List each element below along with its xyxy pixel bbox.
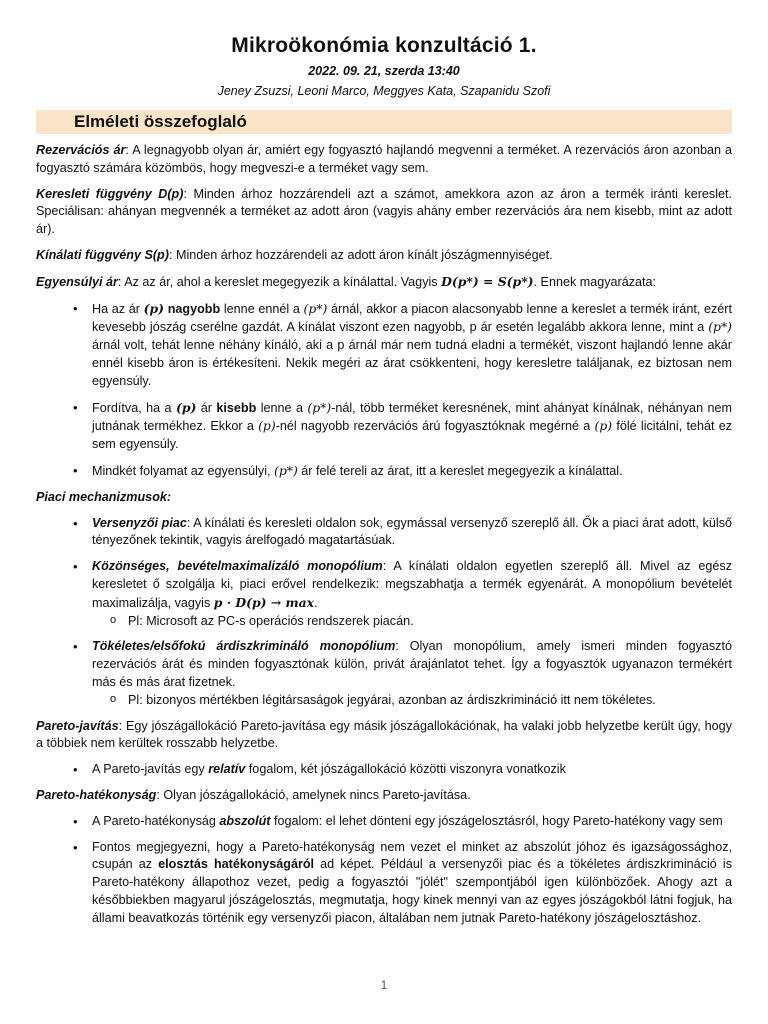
term-rezervacios-ar: Rezervációs ár	[36, 143, 126, 157]
list-item: • Ha az ár (p) nagyobb lenne ennél a (p*) árnál, akkor a piacon alacsonyabb lenne a kereslet a termék iránt, ezért kevesebb jószág cserélne gazdát. A kínálat viszont ezen nagyobb, p ár esetén legalább akkora lenne, mint a (p*) árnál volt, tehát lenne néhány kínáló, aki a p árnál már nem tudná eladni a termékét, viszont hajlandó lenne akár ennél kisebb áron is értékesíteni. Nekik megéri az árat csökkenteni, hogy keresletre találjanak, ez biztosan nem egyensúly.	[36, 300, 732, 391]
list-item: • Fordítva, ha a (p) ár kisebb lenne a (p*)-nál, több terméket keresnének, mint ahányat kínálnak, néhányan nem jutnának termékhez. Ekkor a (p)-nél nagyobb rezervációs árú fogyasztóknak megérné a (p) fölé licitálni, tehát ez sem egyensúly.	[36, 399, 732, 454]
heading-piaci-mechanizmusok: Piaci mechanizmusok:	[36, 489, 172, 504]
paragraph-pareto-javitas: Pareto-javítás: Egy jószágallokáció Pareto-javítása egy másik jószágallokációnak, ha valaki jobb helyzetbe került úgy, hogy a többiek nem kerültek rosszabb helyzetbe.	[36, 718, 732, 751]
list-item: • Fontos megjegyezni, hogy a Pareto-hatékonyság nem vezet el minket az abszolút jóhoz és igazságossághoz, csupán az elosztás hatékonyságáról ad képet. Például a versenyzői piac és a tökéletes árdiszkrimináció is Pareto-hatékony állapothoz vezet, pedig a fogyasztói "jólét" szempontjából igen különbözőek. Ahogy azt a későbbiekben magyarul jószágelosztás, megmutatja, hogy kinek mennyi van az egyes jószágokból látni fogjuk, ha állami beavatkozás történik egy versenyzői piacon, általában nem jutnak Pareto-hatékony jószágelosztáshoz.	[36, 839, 732, 928]
paragraph-kinalati-fuggveny: Kínálati függvény S(p): Minden árhoz hozzárendeli az adott áron kínált jószágmennyiséget.	[36, 247, 553, 262]
page-title: Mikroökonómia konzultáció 1.	[231, 34, 537, 57]
pareto-hatekonysag-list	[36, 813, 732, 928]
term-kinalati-fuggveny: Kínálati függvény S(p)	[36, 247, 169, 262]
example-item: o Pl: bizonyos mértékben légitársaságok jegyárai, azonban az árdiszkrimináció itt nem tökéletes.	[36, 692, 732, 710]
document-page	[36, 34, 732, 935]
paragraph-keresleti-fuggveny: Keresleti függvény D(p): Minden árhoz hozzárendeli azt a számot, amekkora azon az áron a termék iránti kereslet. Speciálisan: ahányan megvennék a terméket az adott áron (vagyis ahány ember rezervációs ára nem kisebb, mint az adott ár).	[36, 186, 733, 237]
authors-line: Jeney Zsuzsi, Leoni Marco, Meggyes Kata, Szapanidu Szofi	[217, 84, 551, 98]
paragraph-egyensulyi-ar: Egyensúlyi ár: Az az ár, ahol a kereslet megegyezik a kínálattal. Vagyis D(p*) = S(p*). Ennek magyarázata:	[36, 273, 657, 289]
term-keresleti-fuggveny: Keresleti függvény D(p)	[36, 186, 184, 201]
revenue-formula: p · D(p) → max	[213, 594, 315, 610]
list-item: • Tökéletes/elsőfokú árdiszkrimináló monopólium: Olyan monopólium, amely ismeri minden fogyasztó rezervációs árát és minden fogyasztónak külön, privát árajánlatot tehet. Így a fogyasztók ugyanazon termékért más és más árat fizetnek. o Pl: bizonyos mértékben légitársaságok jegyárai, azonban az árdiszkrimináció itt nem tökéletes.	[36, 638, 732, 709]
term-egyensulyi-ar: Egyensúlyi ár	[36, 274, 118, 289]
term-tokeletes-monopolium: Tökéletes/elsőfokú árdiszkrimináló monopólium	[92, 639, 396, 654]
example-list	[92, 692, 732, 710]
equilibrium-formula: D(p*) = S(p*)	[441, 273, 534, 289]
list-item: • A Pareto-hatékonyság abszolút fogalom: el lehet dönteni egy jószágelosztásról, hogy Pareto-hatékony vagy sem	[36, 813, 732, 831]
term-kozonseges-monopolium: Közönséges, bevételmaximalizáló monopólium	[92, 559, 383, 574]
list-item: • Mindkét folyamat az egyensúlyi, (p*) ár felé tereli az árat, itt a kereslet megegyezik a kínálattal.	[36, 462, 732, 481]
term-versenyzoi-piac: Versenyzői piac	[92, 515, 187, 530]
list-item: • A Pareto-javítás egy relatív fogalom, két jószágallokáció közötti viszonyra vonatkozik	[36, 761, 732, 779]
session-date: 2022. 09. 21, szerda 13:40	[308, 64, 460, 78]
paragraph-rezervacios-ar: Rezervációs ár: A legnagyobb olyan ár, amiért egy fogyasztó hajlandó megvenni a terméket. A rezervációs áron azonban a fogyasztó számára közömbös, hogy megveszi-e a terméket vagy sem.	[36, 143, 732, 175]
list-item: • Versenyzői piac: A kínálati és keresleti oldalon sok, egymással versenyző szereplő áll. Ők a piaci árat adott, külső tényezőnek tekintik, vagyis árelfogadó magatartásúak.	[36, 515, 732, 551]
list-item: • Közönséges, bevételmaximalizáló monopólium: A kínálati oldalon egyetlen szereplő áll. Mivel az egész keresletet ő szolgálja ki, piaci erővel rendelkezik: megszabhatja a termék egyenárát. A monopólium bevételét maximalizálja, vagyis p · D(p) → max. o Pl: Microsoft az PC-s operációs rendszerek piacán.	[36, 558, 732, 630]
section-heading: Elméleti összefoglaló	[36, 110, 732, 134]
paragraph-pareto-hatekonysag: Pareto-hatékonyság: Olyan jószágallokáció, amelynek nincs Pareto-javítása.	[36, 787, 471, 802]
example-list	[92, 613, 732, 631]
term-pareto-javitas: Pareto-javítás	[36, 718, 119, 733]
pareto-javitas-list	[36, 761, 732, 779]
market-mechanisms-list	[36, 515, 732, 710]
term-pareto-hatekonysag: Pareto-hatékonyság	[36, 787, 157, 802]
example-item: o Pl: Microsoft az PC-s operációs rendszerek piacán.	[36, 613, 732, 631]
page-number: 1	[380, 978, 388, 992]
equilibrium-explanation-list	[36, 300, 732, 481]
